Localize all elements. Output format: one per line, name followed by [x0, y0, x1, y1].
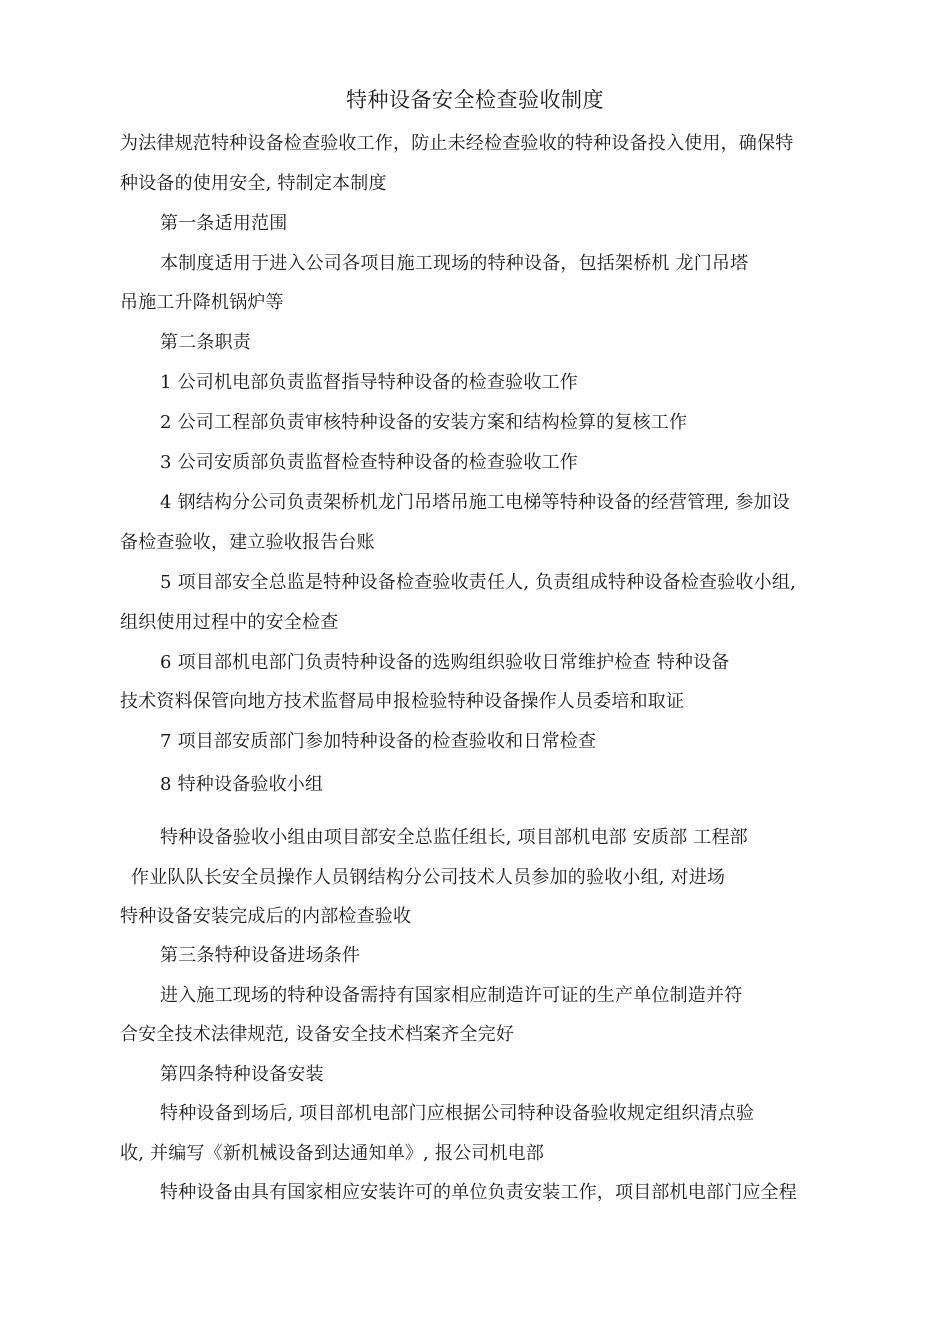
document-title: 特种设备安全检查验收制度 [346, 88, 604, 112]
section-heading: 第一条适用范围 [160, 213, 288, 234]
paragraph-line: 组织使用过程中的安全检查 [120, 612, 339, 633]
paragraph-line: 7 项目部安质部门参加特种设备的检查验收和日常检查 [160, 731, 597, 752]
paragraph-line: 3 公司安质部负责监督检查特种设备的检查验收工作 [160, 452, 578, 473]
paragraph-line: 合安全技术法律规范, 设备安全技术档案齐全完好 [120, 1024, 515, 1045]
paragraph-line: 特种设备到场后, 项目部机电部门应根据公司特种设备验收规定组织清点验 [160, 1103, 755, 1124]
paragraph-line: 进入施工现场的特种设备需持有国家相应制造许可证的生产单位制造并符 [160, 985, 743, 1006]
section-heading: 第四条特种设备安装 [160, 1064, 324, 1085]
paragraph-line: 特种设备安装完成后的内部检查验收 [120, 906, 412, 927]
paragraph-line: 技术资料保管向地方技术监督局申报检验特种设备操作人员委培和取证 [120, 691, 685, 712]
paragraph-line: 5 项目部安全总监是特种设备检查验收责任人, 负责组成特种设备检查验收小组, [160, 572, 796, 593]
paragraph-line: 本制度适用于进入公司各项目施工现场的特种设备，包括架桥机 龙门吊塔 [160, 253, 749, 274]
paragraph-line: 收, 并编写《新机械设备到达通知单》, 报公司机电部 [120, 1143, 545, 1164]
paragraph-line: 4 钢结构分公司负责架桥机龙门吊塔吊施工电梯等特种设备的经营管理, 参加设 [160, 492, 791, 513]
paragraph-line: 特种设备由具有国家相应安装许可的单位负责安装工作，项目部机电部门应全程 [160, 1182, 797, 1203]
section-heading: 第二条职责 [160, 332, 251, 353]
paragraph-line: 8 特种设备验收小组 [160, 774, 324, 795]
paragraph-line: 特种设备验收小组由项目部安全总监任组长, 项目部机电部 安质部 工程部 [160, 827, 748, 848]
paragraph-line: 吊施工升降机锅炉等 [120, 292, 284, 313]
paragraph-line: 2 公司工程部负责审核特种设备的安装方案和结构检算的复核工作 [160, 412, 688, 433]
paragraph-line: 种设备的使用安全, 特制定本制度 [120, 173, 387, 194]
paragraph-line: 1 公司机电部负责监督指导特种设备的检查验收工作 [160, 372, 578, 393]
paragraph-line: 6 项目部机电部门负责特种设备的选购组织验收日常维护检查 特种设备 [160, 652, 730, 673]
paragraph-line: 为法律规范特种设备检查验收工作，防止未经检查验收的特种设备投入使用，确保特 [120, 133, 794, 154]
paragraph-line: 备检查验收，建立验收报告台账 [120, 532, 375, 553]
paragraph-line: 作业队队长安全员操作人员钢结构分公司技术人员参加的验收小组, 对进场 [131, 867, 726, 888]
section-heading: 第三条特种设备进场条件 [160, 945, 361, 966]
